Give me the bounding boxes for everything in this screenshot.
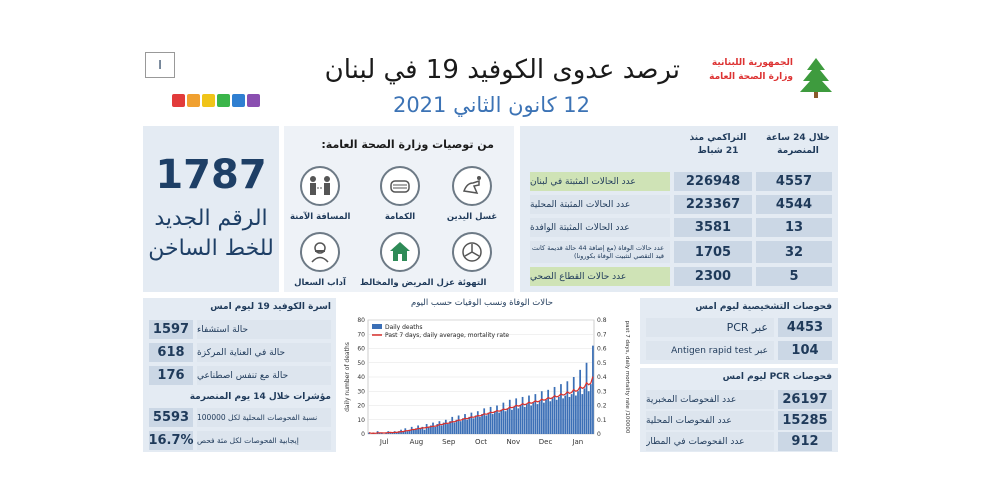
ventilation-label: التهوئة (457, 278, 487, 288)
indicator-row (149, 408, 331, 427)
bar (520, 406, 522, 435)
bar (586, 363, 588, 434)
col-24h-header: خلال 24 ساعة المنصرمة (766, 133, 830, 156)
diagnostic-panel (640, 298, 838, 364)
dot-5 (232, 94, 245, 107)
ventilation-icon (452, 232, 492, 272)
dot-2 (187, 94, 200, 107)
legend-label-line: Past 7 days, daily average, mortality rate (385, 332, 510, 339)
bar (456, 420, 458, 434)
logo-line2: وزارة الصحة العامة (709, 72, 793, 82)
bar (562, 398, 564, 434)
diagnostic-row-label: عبر PCR (646, 318, 774, 337)
bar (466, 420, 468, 434)
indicator-row-value: 5593 (149, 408, 193, 427)
x-tick-label: Oct (474, 438, 488, 446)
bar (460, 421, 462, 434)
y-tick-label: 30 (357, 388, 365, 396)
bar (439, 421, 441, 434)
color-dots (172, 94, 262, 107)
y-tick-label: 40 (357, 374, 365, 381)
bar (515, 398, 517, 434)
beds-row (149, 366, 331, 385)
y2-tick-label: 0.1 (597, 416, 607, 424)
bar (543, 403, 545, 434)
cough-etiquette-icon (300, 232, 340, 272)
stats-row-24h: 4544 (756, 195, 832, 214)
bar (428, 427, 430, 434)
bar (524, 407, 526, 434)
bar (503, 403, 505, 434)
stats-row-24h: 5 (756, 267, 832, 286)
stats-row (530, 218, 832, 237)
bar (500, 410, 502, 434)
hotline-line2: للخط الساخن (148, 236, 274, 261)
bar (419, 428, 421, 434)
bar (588, 391, 590, 434)
logo-line1: الجمهورية اللبنانية (711, 58, 793, 68)
beds-row-label: حالة في العناية المركزة (197, 343, 331, 362)
stats-row-label: عدد حالات القطاع الصحي (530, 267, 670, 286)
legend-label-bars: Daily deaths (385, 324, 423, 331)
dot-6 (247, 94, 260, 107)
pcr-row-value: 912 (778, 432, 832, 451)
diagnostic-row (646, 341, 832, 360)
chart-svg (342, 304, 632, 454)
y-tick-label: 10 (357, 416, 365, 424)
bar (507, 408, 509, 434)
bar (458, 415, 460, 434)
report-date: 12 كانون الثاني 2021 (392, 93, 590, 117)
mask-label: الكمامة (384, 212, 416, 222)
stats-row-cumulative: 223367 (674, 195, 752, 214)
bar (569, 397, 571, 434)
stats-row-label: عدد حالات الوفاة (مع إضافة 44 حالة قديمة كانت قيد التقصي لتثبيت الوفاة بكورونا) (530, 241, 670, 263)
bar (407, 431, 409, 434)
stats-row-label: عدد الحالات المثبتة المحلية (530, 195, 670, 214)
x-tick-label: Aug (409, 438, 424, 446)
recommendations-panel (284, 126, 514, 292)
y2-tick-label: 0.5 (597, 359, 607, 367)
y-tick-label: 60 (357, 345, 365, 353)
bar (556, 400, 558, 434)
stats-row-cumulative: 3581 (674, 218, 752, 237)
beds-row-label: حالة استشفاء (197, 320, 331, 339)
y2-tick-label: 0 (597, 431, 601, 438)
x-tick-label: Jul (379, 438, 389, 446)
y2-tick-label: 0.3 (597, 388, 607, 396)
bar (471, 413, 473, 434)
y2-tick-label: 0.6 (597, 345, 607, 353)
bar (462, 418, 464, 434)
y-tick-label: 70 (357, 331, 365, 339)
bar (566, 381, 568, 434)
bar (545, 400, 547, 434)
bar (509, 400, 511, 434)
bar (549, 401, 551, 434)
bar (584, 388, 586, 434)
beds-row (149, 343, 331, 362)
indicator-row-value: 16.7% (148, 433, 194, 448)
x-tick-label: Dec (538, 438, 553, 446)
bar (539, 401, 541, 434)
isolation-label: عزل المريض والمخالط (360, 278, 455, 288)
bar (496, 406, 498, 435)
bar (535, 394, 537, 434)
bar (513, 407, 515, 434)
pcr-row (646, 432, 832, 451)
bar (575, 396, 577, 434)
bar (528, 396, 530, 434)
stats-row-24h: 13 (756, 218, 832, 237)
y-tick-label: 20 (357, 402, 365, 410)
bar (481, 414, 483, 434)
pcr-row-value: 15285 (778, 411, 832, 430)
bar (498, 413, 500, 434)
y2-tick-label: 0.4 (597, 374, 607, 381)
chart-title: حالات الوفاة ونسب الوفيات حسب اليوم (411, 298, 553, 308)
x-tick-label: Sep (442, 438, 456, 446)
bar (477, 411, 479, 434)
pcr-row-label: عدد الفحوصات المخبرية (646, 390, 774, 409)
isolation-home-icon (380, 232, 420, 272)
stats-row-label: عدد الحالات المثبتة الوافدة (530, 218, 670, 237)
bar (590, 384, 592, 434)
deaths-chart (342, 298, 632, 452)
bar (517, 408, 519, 434)
col-cumulative-header: التراكمي منذ 21 شباط (689, 133, 747, 156)
pcr-row (646, 411, 832, 430)
safe-distance-icon (300, 166, 340, 206)
bar (490, 407, 492, 434)
bar (464, 414, 466, 434)
y-tick-label: 80 (357, 317, 365, 324)
pcr-row-value: 26197 (778, 390, 832, 409)
y2-axis-label: past 7 days, daily mortality rate /100000 (624, 320, 630, 434)
pcr-row-label: عدد الفحوصات المحلية (646, 411, 774, 430)
indicator-row (149, 431, 331, 450)
beds-row-value: 618 (149, 343, 193, 362)
bar (413, 430, 415, 434)
bar (552, 398, 554, 434)
bar (473, 418, 475, 434)
hand-wash-icon (452, 166, 492, 206)
x-tick-label: Jan (572, 438, 584, 446)
bar (541, 391, 543, 434)
y2-tick-label: 0.8 (597, 317, 607, 324)
bar (558, 397, 560, 434)
bar (505, 411, 507, 434)
x-tick-label: Nov (506, 438, 521, 446)
bar (494, 411, 496, 434)
bar (537, 404, 539, 434)
bar (432, 423, 434, 434)
bar (511, 410, 513, 434)
bar (453, 423, 455, 434)
bar (488, 413, 490, 434)
stats-panel (520, 126, 838, 292)
bar (560, 384, 562, 434)
diagnostic-row-value: 4453 (778, 318, 832, 337)
hand-wash-label: غسل اليدين (446, 212, 498, 222)
bar (547, 390, 549, 434)
bar (579, 370, 581, 434)
diagnostic-row-label: عبر Antigen rapid test (646, 341, 774, 360)
pcr-title: فحوصات PCR ليوم امس (722, 372, 832, 382)
stats-row-cumulative: 1705 (674, 241, 752, 263)
bar (530, 406, 532, 435)
stats-row-cumulative: 226948 (674, 172, 752, 191)
bar (577, 391, 579, 434)
bar (492, 414, 494, 434)
safe-distance-label: المسافة الآمنة (290, 212, 351, 222)
hotline-line1: الرقم الجديد (154, 206, 268, 231)
stats-row (530, 241, 832, 263)
stats-row (530, 172, 832, 191)
bar (571, 394, 573, 434)
page-title: ترصد عدوى الكوفيد 19 في لبنان (324, 55, 680, 85)
diagnostic-title: فحوصات التشخيصية ليوم امس (695, 302, 832, 312)
pcr-panel (640, 368, 838, 452)
y2-tick-label: 0.7 (597, 331, 607, 339)
y-tick-label: 50 (357, 359, 365, 367)
bar (479, 417, 481, 434)
indicators-title: مؤشرات خلال 14 يوم المنصرمة (189, 392, 331, 402)
bar (447, 424, 449, 434)
ministry-logo (705, 56, 835, 102)
bar (532, 403, 534, 434)
stats-row-label: عدد الحالات المثبتة في لبنان (530, 172, 670, 191)
dot-1 (172, 94, 185, 107)
hotline-number: 1787 (155, 152, 267, 198)
bar (475, 415, 477, 434)
recommendations-title: من توصيات وزارة الصحة العامة: (321, 138, 494, 151)
bar (522, 397, 524, 434)
bar (445, 420, 447, 434)
stats-row-cumulative: 2300 (674, 267, 752, 286)
stats-row-24h: 32 (756, 241, 832, 263)
bar (526, 404, 528, 434)
beds-title: اسرة الكوفيد 19 ليوم امس (210, 302, 331, 312)
pcr-row (646, 390, 832, 409)
y-tick-label: 0 (361, 431, 365, 438)
bar (564, 396, 566, 434)
diagnostic-row-value: 104 (778, 341, 832, 360)
y-axis-label: daily number of deaths (344, 342, 351, 412)
legend-swatch-bars (372, 324, 382, 329)
cedar-icon (797, 56, 835, 100)
stats-row (530, 267, 832, 286)
bar (468, 417, 470, 434)
bar (424, 430, 426, 434)
beds-row-value: 1597 (149, 320, 193, 339)
bar (426, 424, 428, 434)
bar (554, 387, 556, 434)
stats-row-24h: 4557 (756, 172, 832, 191)
bar (483, 408, 485, 434)
pcr-row-label: عدد الفحوصات في المطار (646, 432, 774, 451)
bar (434, 427, 436, 434)
bar (592, 346, 594, 434)
y2-tick-label: 0.2 (597, 402, 607, 410)
hotline-panel (143, 126, 279, 292)
diagnostic-row (646, 318, 832, 337)
bar (417, 425, 419, 434)
indicator-row-label: إيجابية الفحوصات لكل مئة فحص (197, 431, 331, 450)
beds-row-value: 176 (149, 366, 193, 385)
mask-icon (380, 166, 420, 206)
bar (441, 425, 443, 434)
beds-row (149, 320, 331, 339)
dot-3 (202, 94, 215, 107)
beds-row-label: حالة مع تنفس اصطناعي (197, 366, 331, 385)
bar (573, 377, 575, 434)
beds-panel (143, 298, 336, 452)
dot-4 (217, 94, 230, 107)
bar (581, 394, 583, 434)
stats-row (530, 195, 832, 214)
page-marker: I (145, 52, 175, 78)
indicator-row-label: نسبة الفحوصات المحلية لكل 100000 (197, 408, 331, 427)
bar (485, 415, 487, 434)
cough-label: آداب السعال (294, 278, 346, 288)
bar (451, 417, 453, 434)
